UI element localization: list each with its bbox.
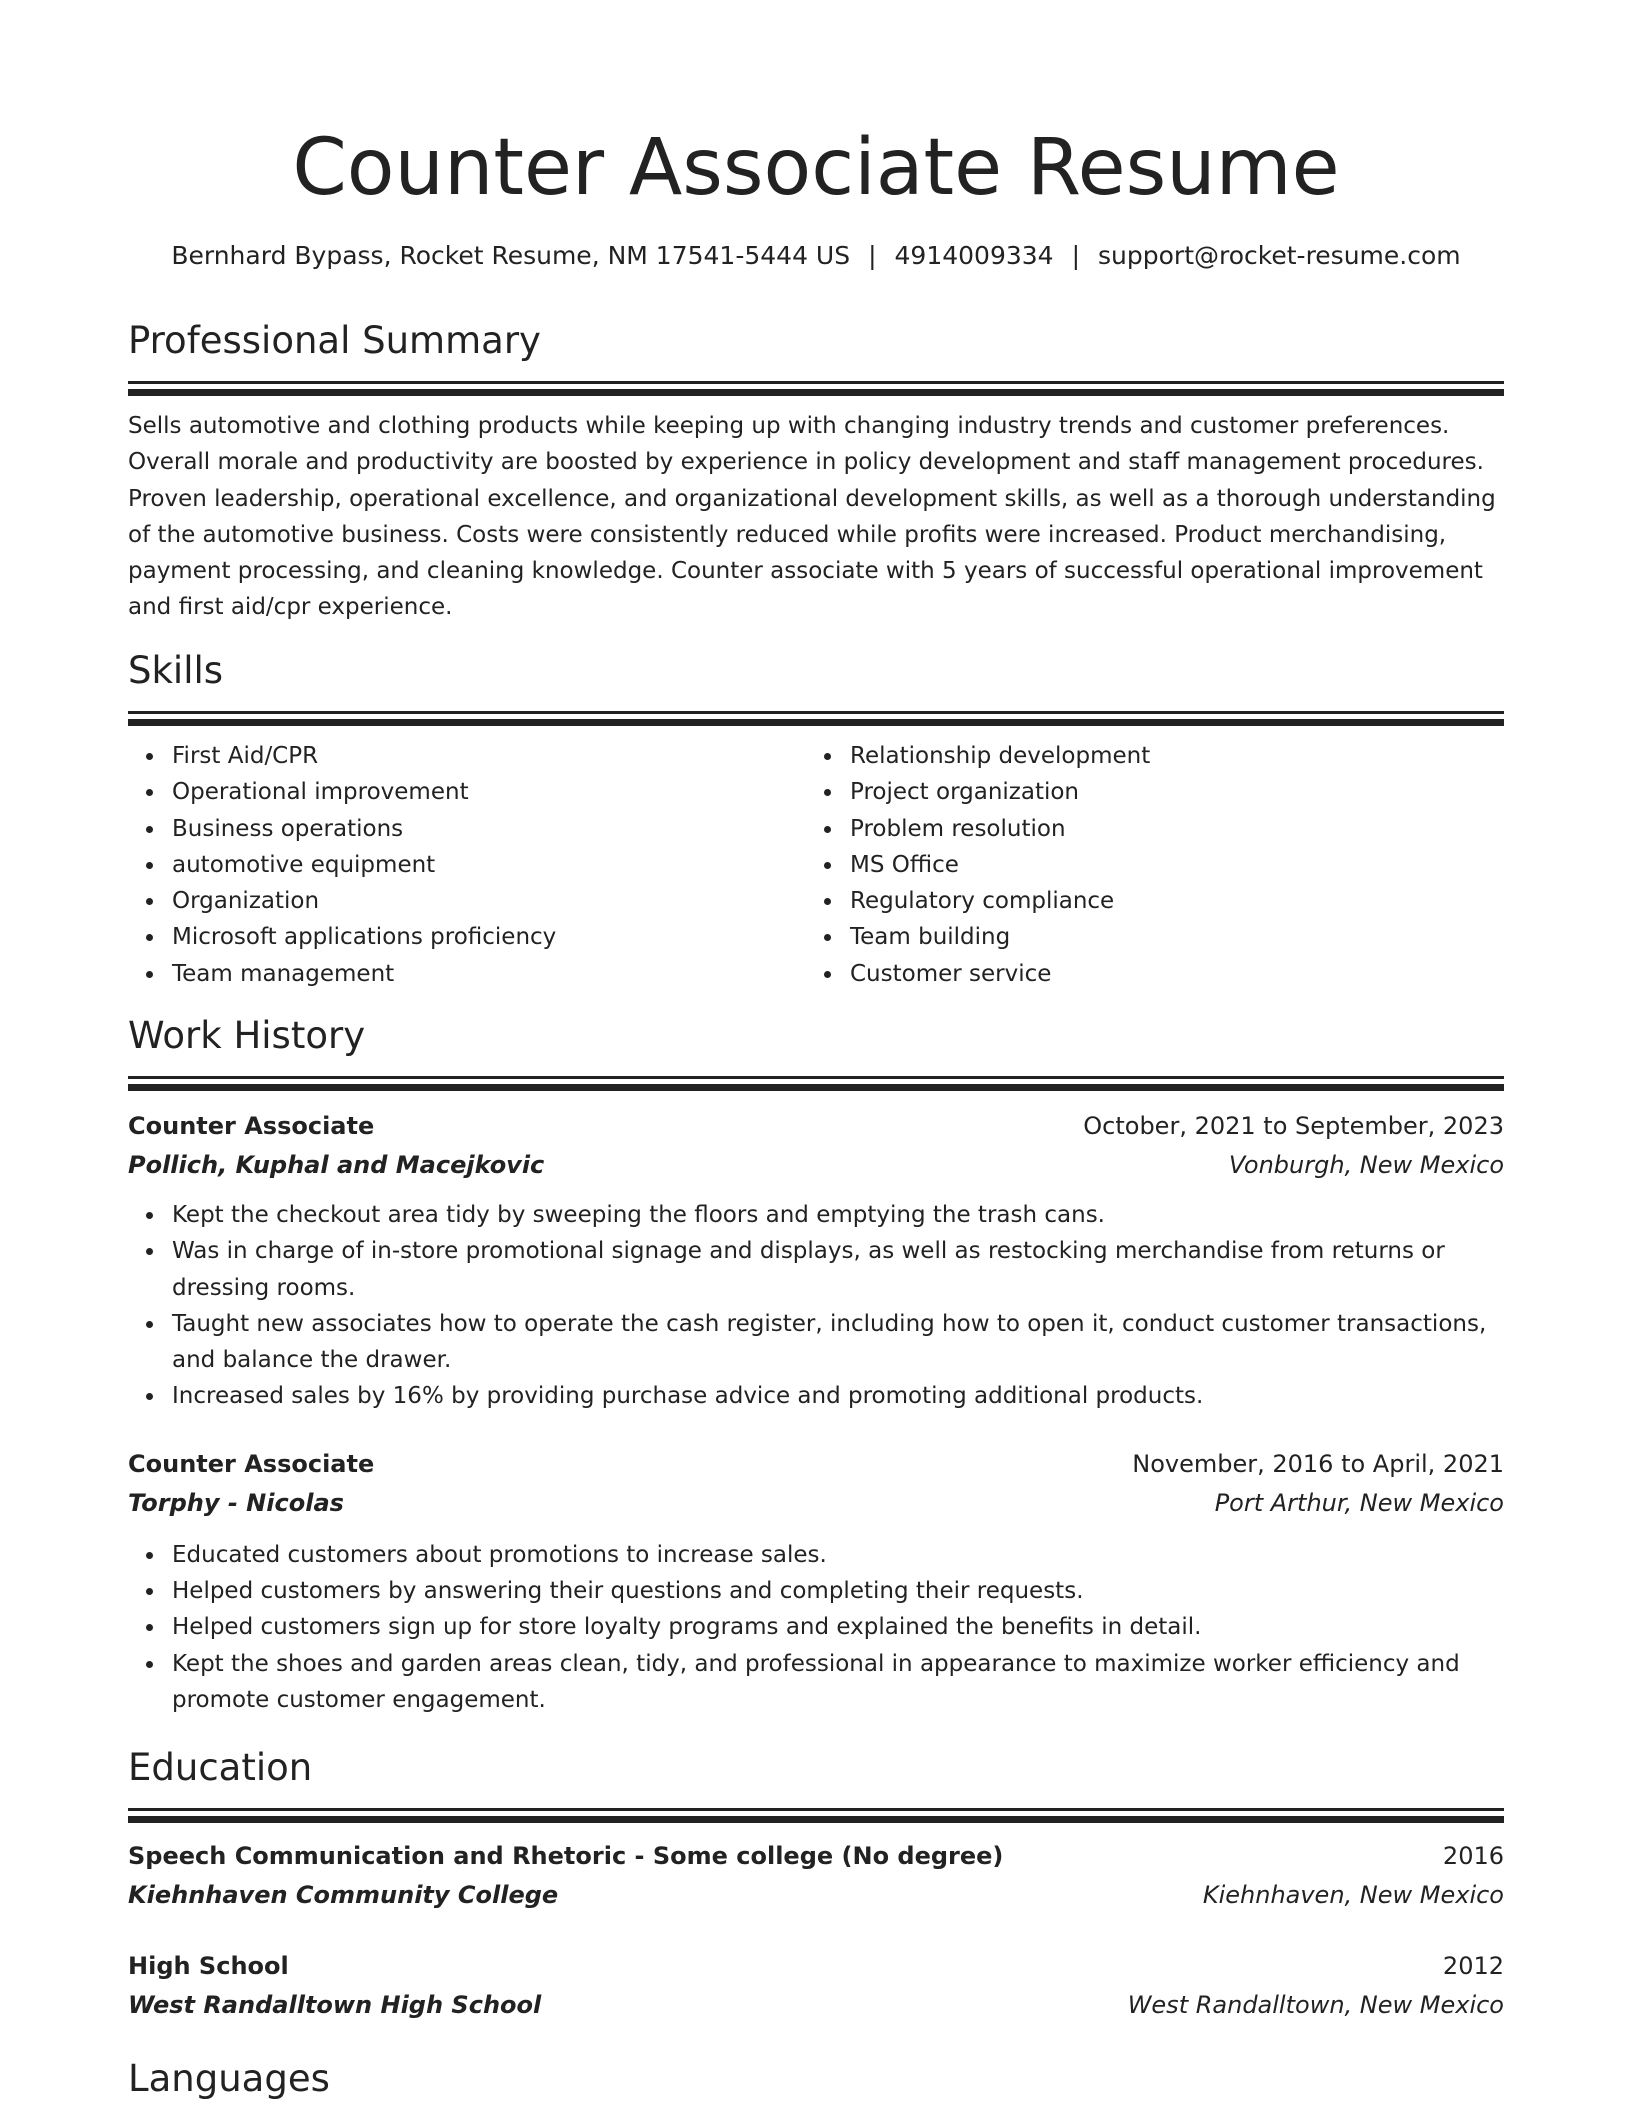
job-dates: October, 2021 to September, 2023 — [1083, 1112, 1504, 1140]
education-header — [128, 1947, 1504, 1986]
job-bullet: Was in charge of in-store promotional signage and displays, as well as restocking merchandise from returns or dressing rooms. — [172, 1233, 1504, 1306]
summary-heading: Professional Summary — [128, 319, 541, 362]
job-bullet: Increased sales by 16% by providing purchase advice and promoting additional products. — [172, 1378, 1504, 1414]
job-subheader — [128, 1484, 1504, 1523]
section-rule — [128, 1076, 1504, 1079]
skills-column-left — [128, 738, 806, 992]
education-subheader — [128, 1876, 1504, 1915]
job-dates: November, 2016 to April, 2021 — [1132, 1449, 1504, 1478]
job-location: Port Arthur, New Mexico — [1214, 1488, 1504, 1517]
skill-item: Team building — [850, 919, 1484, 955]
education-degree: Speech Communication and Rhetoric - Some college (No degree) — [128, 1842, 1004, 1870]
job-header — [128, 1445, 1504, 1484]
job-header — [128, 1107, 1504, 1146]
education-degree: High School — [128, 1952, 289, 1980]
resume-page — [128, 0, 1504, 2112]
section-rule-thick — [128, 719, 1504, 726]
education-school: West Randalltown High School — [128, 1991, 542, 2019]
contact-separator: | — [1071, 241, 1081, 270]
skill-item: Team management — [172, 956, 806, 992]
resume-title: Counter Associate Resume — [292, 123, 1340, 213]
contact-address: Bernhard Bypass, Rocket Resume, NM 17541-5444 US — [171, 241, 851, 270]
education-entry — [128, 1837, 1504, 1915]
skill-item: MS Office — [850, 847, 1484, 883]
job-subheader — [128, 1146, 1504, 1185]
job-entry — [128, 1107, 1504, 1415]
job-bullet: Kept the shoes and garden areas clean, tidy, and professional in appearance to maximize worker efficiency and promote customer engagement. — [172, 1646, 1504, 1719]
section-rule-thick — [128, 389, 1504, 396]
job-bullets — [128, 1197, 1504, 1415]
job-bullet: Helped customers sign up for store loyalty programs and explained the benefits in detail. — [172, 1609, 1504, 1645]
contact-phone: 4914009334 — [894, 241, 1054, 270]
section-rule — [128, 1808, 1504, 1811]
skill-item: Operational improvement — [172, 774, 806, 810]
skills-section — [128, 646, 1504, 992]
education-subheader — [128, 1986, 1504, 2025]
education-header — [128, 1837, 1504, 1876]
job-employer: Pollich, Kuphal and Macejkovic — [128, 1151, 545, 1179]
skill-item: Customer service — [850, 956, 1484, 992]
languages-heading: Languages — [128, 2057, 330, 2100]
education-heading: Education — [128, 1746, 313, 1789]
job-title: Counter Associate — [128, 1449, 375, 1478]
summary-text: Sells automotive and clothing products while keeping up with changing industry trends and customer preferences. Overall morale and productivity are boosted by experience in policy development and staff management procedures. Proven leadership, operational excellence, and organizational development skills, as well as a thorough understanding of the automotive business. Costs were consistently reduced while profits were increased. Product merchandising, payment processing, and cleaning knowledge. Counter associate with 5 years of successful operational improvement and first aid/cpr experience. — [128, 413, 1496, 621]
job-bullet: Taught new associates how to operate the cash register, including how to open it, conduct customer transactions, and balance the drawer. — [172, 1306, 1504, 1379]
work-heading: Work History — [128, 1014, 366, 1057]
summary-section — [128, 316, 1504, 626]
job-bullet: Helped customers by answering their questions and completing their requests. — [172, 1573, 1504, 1609]
skill-item: Problem resolution — [850, 811, 1484, 847]
skill-item: Microsoft applications proficiency — [172, 919, 806, 955]
skill-item: Regulatory compliance — [850, 883, 1484, 919]
skill-item: automotive equipment — [172, 847, 806, 883]
section-rule-thick — [128, 1084, 1504, 1091]
skill-item: Relationship development — [850, 738, 1484, 774]
work-section — [128, 1011, 1504, 1718]
job-bullet: Kept the checkout area tidy by sweeping the floors and emptying the trash cans. — [172, 1197, 1504, 1233]
education-year: 2012 — [1442, 1952, 1504, 1980]
languages-section — [128, 2054, 1504, 2104]
skill-item: Project organization — [850, 774, 1484, 810]
skills-heading: Skills — [128, 649, 224, 692]
job-location: Vonburgh, New Mexico — [1228, 1151, 1504, 1179]
skill-item: Business operations — [172, 811, 806, 847]
section-rule — [128, 711, 1504, 714]
job-bullets — [128, 1537, 1504, 1718]
contact-separator: | — [868, 241, 877, 270]
contact-line — [128, 238, 1504, 274]
job-bullet: Educated customers about promotions to increase sales. — [172, 1537, 1504, 1573]
education-entry — [128, 1947, 1504, 2025]
skills-grid — [128, 738, 1504, 992]
section-rule — [128, 381, 1504, 384]
job-entry — [128, 1445, 1504, 1718]
skill-item: Organization — [172, 883, 806, 919]
skill-item: First Aid/CPR — [172, 738, 806, 774]
job-employer: Torphy - Nicolas — [128, 1488, 344, 1517]
skills-column-right — [806, 738, 1484, 992]
education-location: Kiehnhaven, New Mexico — [1202, 1881, 1504, 1909]
education-location: West Randalltown, New Mexico — [1127, 1991, 1504, 2019]
education-school: Kiehnhaven Community College — [128, 1881, 559, 1909]
job-title: Counter Associate — [128, 1112, 375, 1140]
education-year: 2016 — [1442, 1842, 1504, 1870]
section-rule-thick — [128, 1816, 1504, 1823]
contact-email: support@rocket-resume.com — [1098, 241, 1461, 270]
education-section — [128, 1743, 1504, 2025]
